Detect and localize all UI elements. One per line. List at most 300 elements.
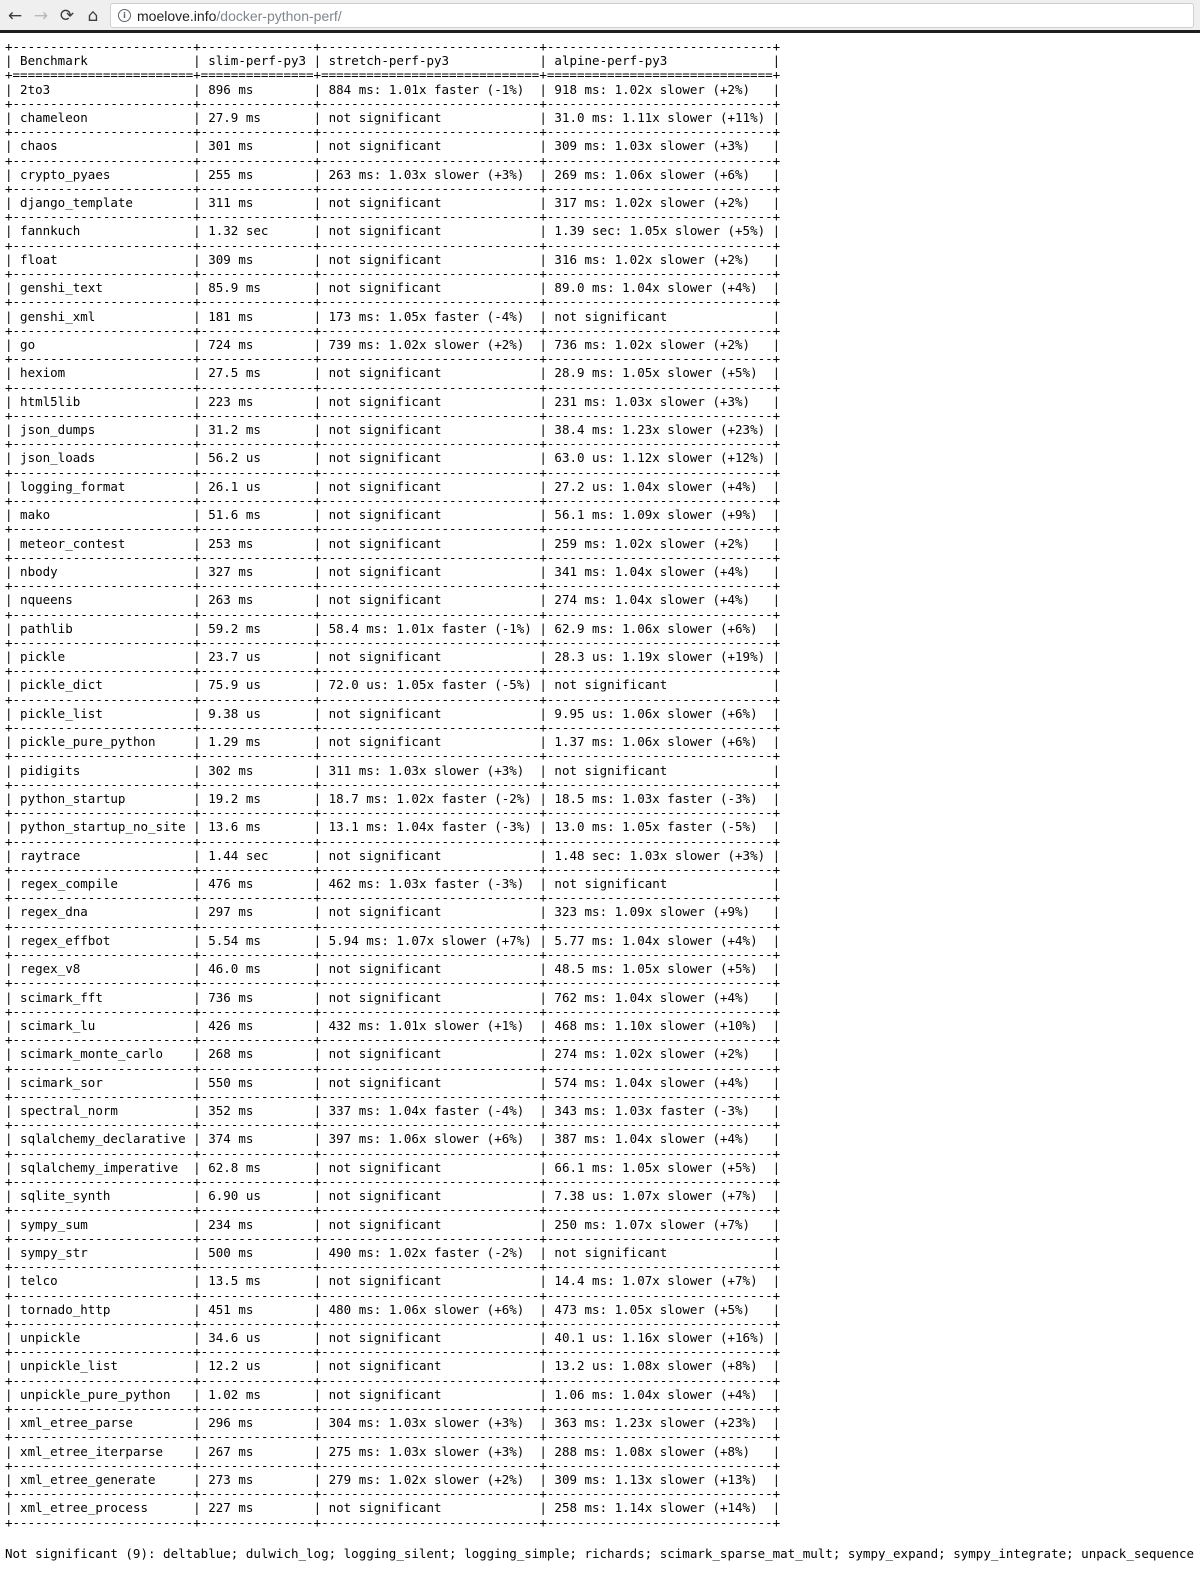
table-cell: python_startup bbox=[12, 790, 194, 806]
table-cell: 341 ms: 1.04x slower (+4%) bbox=[546, 563, 773, 579]
benchmark-table bbox=[5, 40, 780, 1530]
table-cell: chaos bbox=[12, 138, 194, 154]
table-cell: 231 ms: 1.03x slower (+3%) bbox=[546, 393, 773, 409]
table-cell: 476 ms bbox=[200, 876, 314, 892]
table-cell: 234 ms bbox=[200, 1216, 314, 1232]
table-row-separator: +------------------------+---------------+-----------------------------+------------------------------+ bbox=[5, 890, 781, 906]
table-cell: 12.2 us bbox=[200, 1358, 314, 1374]
table-row-separator: +------------------------+---------------+-----------------------------+------------------------------+ bbox=[5, 1259, 781, 1275]
table-cell: not significant bbox=[321, 734, 540, 750]
table-cell: regex_v8 bbox=[12, 961, 194, 977]
table-row-separator: +------------------------+---------------+-----------------------------+------------------------------+ bbox=[5, 1344, 781, 1360]
table-border: +------------------------+---------------+-----------------------------+------------------------------+ bbox=[5, 39, 781, 54]
table-cell: 1.37 ms: 1.06x slower (+6%) bbox=[546, 734, 773, 750]
table-header-separator: +========================+===============+=============================+==============================+ bbox=[5, 67, 781, 83]
table-cell: 352 ms bbox=[200, 1103, 314, 1119]
table-row: | raytrace | 1.44 sec | not significant | 1.48 sec: 1.03x slower (+3%) | bbox=[5, 847, 781, 863]
table-cell: 309 ms: 1.03x slower (+3%) bbox=[546, 138, 773, 154]
table-cell: 23.7 us bbox=[200, 649, 314, 665]
table-cell: not significant bbox=[321, 989, 540, 1005]
table-cell: 58.4 ms: 1.01x faster (-1%) bbox=[321, 620, 540, 636]
table-cell: 1.32 sec bbox=[200, 223, 314, 239]
table-cell: 480 ms: 1.06x slower (+6%) bbox=[321, 1301, 540, 1317]
table-cell: not significant bbox=[321, 251, 540, 267]
table-cell: 18.7 ms: 1.02x faster (-2%) bbox=[321, 790, 540, 806]
table-cell: python_startup_no_site bbox=[12, 819, 194, 835]
table-cell: scimark_fft bbox=[12, 989, 194, 1005]
table-cell: genshi_xml bbox=[12, 308, 194, 324]
table-cell: slim-perf-py3 bbox=[200, 53, 314, 69]
table-row-separator: +------------------------+---------------+-----------------------------+------------------------------+ bbox=[5, 1117, 781, 1133]
table-cell: not significant bbox=[321, 592, 540, 608]
table-cell: 736 ms: 1.02x slower (+2%) bbox=[546, 336, 773, 352]
table-row-separator: +------------------------+---------------+-----------------------------+------------------------------+ bbox=[5, 1145, 781, 1161]
table-row-separator: +------------------------+---------------+-----------------------------+------------------------------+ bbox=[5, 578, 781, 594]
browser-toolbar bbox=[0, 0, 1200, 33]
table-cell: xml_etree_generate bbox=[12, 1471, 194, 1487]
table-cell: 451 ms bbox=[200, 1301, 314, 1317]
table-cell: 896 ms bbox=[200, 81, 314, 97]
table-cell: 304 ms: 1.03x slower (+3%) bbox=[321, 1415, 540, 1431]
table-cell: not significant bbox=[321, 365, 540, 381]
table-cell: 269 ms: 1.06x slower (+6%) bbox=[546, 166, 773, 182]
table-row: | python_startup | 19.2 ms | 18.7 ms: 1.02x faster (-2%) | 18.5 ms: 1.03x faster (-3%) | bbox=[5, 790, 781, 806]
table-cell: 274 ms: 1.02x slower (+2%) bbox=[546, 1046, 773, 1062]
table-cell: not significant bbox=[321, 847, 540, 863]
table-row-separator: +------------------------+---------------+-----------------------------+------------------------------+ bbox=[5, 436, 781, 452]
table-row: | chaos | 301 ms | not significant | 309 ms: 1.03x slower (+3%) | bbox=[5, 138, 781, 154]
table-cell: sympy_str bbox=[12, 1244, 194, 1260]
back-arrow-icon[interactable]: ← bbox=[7, 6, 23, 26]
table-row: | sympy_str | 500 ms | 490 ms: 1.02x faster (-2%) | not significant | bbox=[5, 1244, 781, 1260]
table-cell: pickle bbox=[12, 649, 194, 665]
table-cell: 1.06 ms: 1.04x slower (+4%) bbox=[546, 1386, 773, 1402]
table-cell: 31.2 ms bbox=[200, 422, 314, 438]
table-cell: not significant bbox=[321, 1358, 540, 1374]
table-row: | django_template | 311 ms | not significant | 317 ms: 1.02x slower (+2%) | bbox=[5, 195, 781, 211]
address-bar[interactable] bbox=[110, 3, 1194, 28]
table-cell: tornado_http bbox=[12, 1301, 194, 1317]
table-cell: 462 ms: 1.03x faster (-3%) bbox=[321, 876, 540, 892]
table-row-separator: +------------------------+---------------+-----------------------------+------------------------------+ bbox=[5, 918, 781, 934]
table-row-separator: +------------------------+---------------+-----------------------------+------------------------------+ bbox=[5, 748, 781, 764]
table-row-separator: +------------------------+---------------+-----------------------------+------------------------------+ bbox=[5, 947, 781, 962]
table-row-separator: +------------------------+---------------+-----------------------------+------------------------------+ bbox=[5, 1202, 781, 1218]
table-cell: 227 ms bbox=[200, 1500, 314, 1516]
table-row-separator: +------------------------+---------------+-----------------------------+------------------------------+ bbox=[5, 1401, 781, 1416]
table-cell: 490 ms: 1.02x faster (-2%) bbox=[321, 1244, 540, 1260]
table-cell: 1.39 sec: 1.05x slower (+5%) bbox=[546, 223, 773, 239]
table-cell: 27.2 us: 1.04x slower (+4%) bbox=[546, 478, 773, 494]
table-cell: 273 ms bbox=[200, 1471, 314, 1487]
table-row: | scimark_monte_carlo | 268 ms | not significant | 274 ms: 1.02x slower (+2%) | bbox=[5, 1046, 781, 1062]
url-path: /docker-python-perf/ bbox=[216, 8, 342, 24]
table-cell: scimark_monte_carlo bbox=[12, 1046, 194, 1062]
table-cell: html5lib bbox=[12, 393, 194, 409]
table-cell: 468 ms: 1.10x slower (+10%) bbox=[546, 1017, 773, 1033]
table-cell: not significant bbox=[321, 1500, 540, 1516]
table-cell: 19.2 ms bbox=[200, 790, 314, 806]
table-cell: 9.95 us: 1.06x slower (+6%) bbox=[546, 705, 773, 721]
table-cell: not significant bbox=[321, 1216, 540, 1232]
table-cell: 72.0 us: 1.05x faster (-5%) bbox=[321, 677, 540, 693]
table-row: | spectral_norm | 352 ms | 337 ms: 1.04x faster (-4%) | 343 ms: 1.03x faster (-3%) | bbox=[5, 1103, 781, 1119]
table-row: | go | 724 ms | 739 ms: 1.02x slower (+2%) | 736 ms: 1.02x slower (+2%) | bbox=[5, 336, 781, 352]
table-cell: 27.5 ms bbox=[200, 365, 314, 381]
table-cell: 51.6 ms bbox=[200, 507, 314, 523]
table-cell: 323 ms: 1.09x slower (+9%) bbox=[546, 904, 773, 920]
table-cell: regex_effbot bbox=[12, 932, 194, 948]
table-cell: telco bbox=[12, 1273, 194, 1289]
table-cell: not significant bbox=[321, 649, 540, 665]
table-row: | pickle_list | 9.38 us | not significant | 9.95 us: 1.06x slower (+6%) | bbox=[5, 705, 781, 721]
table-cell: regex_dna bbox=[12, 904, 194, 920]
table-cell: float bbox=[12, 251, 194, 267]
table-row-separator: +------------------------+---------------+-----------------------------+------------------------------+ bbox=[5, 95, 781, 111]
table-row: | pidigits | 302 ms | 311 ms: 1.03x slower (+3%) | not significant | bbox=[5, 762, 781, 778]
table-row: | genshi_text | 85.9 ms | not significant | 89.0 ms: 1.04x slower (+4%) | bbox=[5, 280, 781, 296]
table-cell: 1.44 sec bbox=[200, 847, 314, 863]
table-row: | pickle_pure_python | 1.29 ms | not significant | 1.37 ms: 1.06x slower (+6%) | bbox=[5, 734, 781, 750]
table-cell: Benchmark bbox=[12, 53, 194, 69]
table-cell: 574 ms: 1.04x slower (+4%) bbox=[546, 1074, 773, 1090]
table-row-separator: +------------------------+---------------+-----------------------------+------------------------------+ bbox=[5, 861, 781, 877]
table-row-separator: +------------------------+---------------+-----------------------------+------------------------------+ bbox=[5, 124, 781, 140]
table-row-separator: +------------------------+---------------+-----------------------------+------------------------------+ bbox=[5, 805, 781, 821]
table-cell: 387 ms: 1.04x slower (+4%) bbox=[546, 1131, 773, 1147]
table-cell: 258 ms: 1.14x slower (+14%) bbox=[546, 1500, 773, 1516]
table-cell: not significant bbox=[321, 904, 540, 920]
table-cell: not significant bbox=[321, 1386, 540, 1402]
table-cell: xml_etree_iterparse bbox=[12, 1443, 194, 1459]
table-row: | regex_compile | 476 ms | 462 ms: 1.03x faster (-3%) | not significant | bbox=[5, 876, 781, 892]
table-cell: 62.9 ms: 1.06x slower (+6%) bbox=[546, 620, 773, 636]
table-cell: 343 ms: 1.03x faster (-3%) bbox=[546, 1103, 773, 1119]
table-row: | regex_dna | 297 ms | not significant | 323 ms: 1.09x slower (+9%) | bbox=[5, 904, 781, 920]
table-cell: 38.4 ms: 1.23x slower (+23%) bbox=[546, 422, 773, 438]
table-row: | regex_effbot | 5.54 ms | 5.94 ms: 1.07x slower (+7%) | 5.77 ms: 1.04x slower (+4%) | bbox=[5, 932, 781, 948]
table-cell: fannkuch bbox=[12, 223, 194, 239]
table-row-separator: +------------------------+---------------+-----------------------------+------------------------------+ bbox=[5, 266, 781, 281]
table-cell: 473 ms: 1.05x slower (+5%) bbox=[546, 1301, 773, 1317]
table-row: | xml_etree_generate | 273 ms | 279 ms: 1.02x slower (+2%) | 309 ms: 1.13x slower (+13%) | bbox=[5, 1471, 781, 1487]
table-cell: 274 ms: 1.04x slower (+4%) bbox=[546, 592, 773, 608]
table-row: | unpickle_pure_python | 1.02 ms | not significant | 1.06 ms: 1.04x slower (+4%) | bbox=[5, 1386, 781, 1402]
table-cell: 1.29 ms bbox=[200, 734, 314, 750]
table-cell: not significant bbox=[321, 450, 540, 466]
table-row: | json_loads | 56.2 us | not significant | 63.0 us: 1.12x slower (+12%) | bbox=[5, 450, 781, 466]
table-row-separator: +------------------------+---------------+-----------------------------+------------------------------+ bbox=[5, 237, 781, 253]
table-row: | html5lib | 223 ms | not significant | 231 ms: 1.03x slower (+3%) | bbox=[5, 393, 781, 409]
table-row-separator: +------------------------+---------------+-----------------------------+------------------------------+ bbox=[5, 209, 781, 225]
table-cell: 267 ms bbox=[200, 1443, 314, 1459]
table-row: | xml_etree_iterparse | 267 ms | 275 ms: 1.03x slower (+3%) | 288 ms: 1.08x slower (+8%) | bbox=[5, 1443, 781, 1459]
not-significant-note: Not significant (9): deltablue; dulwich_log; logging_silent; logging_simple; richards; scimark_sparse_mat_mult; sympy_expand; sympy_integrate; unpack_sequence bbox=[5, 1546, 1195, 1561]
table-cell: 297 ms bbox=[200, 904, 314, 920]
table-cell: unpickle_pure_python bbox=[12, 1386, 194, 1402]
table-cell: nbody bbox=[12, 563, 194, 579]
table-row-separator: +------------------------+---------------+-----------------------------+------------------------------+ bbox=[5, 691, 781, 707]
table-row-separator: +------------------------+---------------+-----------------------------+------------------------------+ bbox=[5, 322, 781, 338]
table-cell: chameleon bbox=[12, 109, 194, 125]
table-cell: django_template bbox=[12, 195, 194, 211]
table-cell: 13.5 ms bbox=[200, 1273, 314, 1289]
table-cell: not significant bbox=[321, 195, 540, 211]
table-cell: 85.9 ms bbox=[200, 280, 314, 296]
table-row-separator: +------------------------+---------------+-----------------------------+------------------------------+ bbox=[5, 464, 781, 480]
table-row: | logging_format | 26.1 us | not significant | 27.2 us: 1.04x slower (+4%) | bbox=[5, 478, 781, 494]
table-cell: 337 ms: 1.04x faster (-4%) bbox=[321, 1103, 540, 1119]
table-row-separator: +------------------------+---------------+-----------------------------+------------------------------+ bbox=[5, 1429, 781, 1445]
table-row: | unpickle | 34.6 us | not significant | 40.1 us: 1.16x slower (+16%) | bbox=[5, 1330, 781, 1346]
table-row: | float | 309 ms | not significant | 316 ms: 1.02x slower (+2%) | bbox=[5, 251, 781, 267]
table-row: | nbody | 327 ms | not significant | 341 ms: 1.04x slower (+4%) | bbox=[5, 563, 781, 579]
table-cell: 63.0 us: 1.12x slower (+12%) bbox=[546, 450, 773, 466]
page-content bbox=[5, 40, 780, 1530]
table-cell: 259 ms: 1.02x slower (+2%) bbox=[546, 535, 773, 551]
table-row-separator: +------------------------+---------------+-----------------------------+------------------------------+ bbox=[5, 1230, 781, 1246]
table-row-separator: +------------------------+---------------+-----------------------------+------------------------------+ bbox=[5, 776, 781, 792]
table-cell: not significant bbox=[321, 478, 540, 494]
table-row: | xml_etree_parse | 296 ms | 304 ms: 1.03x slower (+3%) | 363 ms: 1.23x slower (+23%) | bbox=[5, 1415, 781, 1431]
table-cell: not significant bbox=[321, 535, 540, 551]
table-cell: 363 ms: 1.23x slower (+23%) bbox=[546, 1415, 773, 1431]
table-cell: scimark_sor bbox=[12, 1074, 194, 1090]
table-cell: genshi_text bbox=[12, 280, 194, 296]
table-cell: 884 ms: 1.01x faster (-1%) bbox=[321, 81, 540, 97]
table-row-separator: +------------------------+---------------+-----------------------------+------------------------------+ bbox=[5, 1514, 781, 1530]
table-cell: not significant bbox=[321, 1159, 540, 1175]
table-cell: 46.0 ms bbox=[200, 961, 314, 977]
table-cell: regex_compile bbox=[12, 876, 194, 892]
table-row-separator: +------------------------+---------------+-----------------------------+------------------------------+ bbox=[5, 1486, 781, 1502]
table-cell: 296 ms bbox=[200, 1415, 314, 1431]
table-cell: 59.2 ms bbox=[200, 620, 314, 636]
table-row-separator: +------------------------+---------------+-----------------------------+------------------------------+ bbox=[5, 1457, 781, 1473]
table-cell: 13.0 ms: 1.05x faster (-5%) bbox=[546, 819, 773, 835]
table-row-separator: +------------------------+---------------+-----------------------------+------------------------------+ bbox=[5, 549, 781, 565]
table-cell: not significant bbox=[321, 961, 540, 977]
table-cell: xml_etree_parse bbox=[12, 1415, 194, 1431]
table-cell: not significant bbox=[546, 1244, 773, 1260]
table-row-separator: +------------------------+---------------+-----------------------------+------------------------------+ bbox=[5, 1032, 781, 1048]
table-row: | json_dumps | 31.2 ms | not significant | 38.4 ms: 1.23x slower (+23%) | bbox=[5, 422, 781, 438]
table-cell: 89.0 ms: 1.04x slower (+4%) bbox=[546, 280, 773, 296]
table-cell: 14.4 ms: 1.07x slower (+7%) bbox=[546, 1273, 773, 1289]
table-cell: 309 ms: 1.13x slower (+13%) bbox=[546, 1471, 773, 1487]
table-cell: not significant bbox=[321, 109, 540, 125]
table-header-row: | Benchmark | slim-perf-py3 | stretch-perf-py3 | alpine-perf-py3 | bbox=[5, 53, 781, 69]
table-row: | 2to3 | 896 ms | 884 ms: 1.01x faster (-1%) | 918 ms: 1.02x slower (+2%) | bbox=[5, 81, 781, 97]
table-cell: 173 ms: 1.05x faster (-4%) bbox=[321, 308, 540, 324]
table-row-separator: +------------------------+---------------+-----------------------------+------------------------------+ bbox=[5, 407, 781, 423]
table-cell: 918 ms: 1.02x slower (+2%) bbox=[546, 81, 773, 97]
site-info-icon[interactable]: i bbox=[118, 9, 131, 22]
table-cell: 311 ms: 1.03x slower (+3%) bbox=[321, 762, 540, 778]
table-cell: sqlalchemy_imperative bbox=[12, 1159, 194, 1175]
table-cell: pidigits bbox=[12, 762, 194, 778]
table-row: | python_startup_no_site | 13.6 ms | 13.1 ms: 1.04x faster (-3%) | 13.0 ms: 1.05x faster (-5%) | bbox=[5, 819, 781, 835]
table-cell: 40.1 us: 1.16x slower (+16%) bbox=[546, 1330, 773, 1346]
table-cell: 500 ms bbox=[200, 1244, 314, 1260]
table-cell: not significant bbox=[321, 1273, 540, 1289]
table-row: | mako | 51.6 ms | not significant | 56.1 ms: 1.09x slower (+9%) | bbox=[5, 507, 781, 523]
table-cell: 724 ms bbox=[200, 336, 314, 352]
table-cell: 1.48 sec: 1.03x slower (+3%) bbox=[546, 847, 773, 863]
table-cell: not significant bbox=[546, 876, 773, 892]
home-icon[interactable]: ⌂ bbox=[87, 6, 99, 26]
table-cell: not significant bbox=[321, 223, 540, 239]
table-cell: 432 ms: 1.01x slower (+1%) bbox=[321, 1017, 540, 1033]
table-cell: unpickle_list bbox=[12, 1358, 194, 1374]
table-cell: 268 ms bbox=[200, 1046, 314, 1062]
table-row: | meteor_contest | 253 ms | not significant | 259 ms: 1.02x slower (+2%) | bbox=[5, 535, 781, 551]
table-row-separator: +------------------------+---------------+-----------------------------+------------------------------+ bbox=[5, 1287, 781, 1303]
table-cell: not significant bbox=[321, 1074, 540, 1090]
table-row: | hexiom | 27.5 ms | not significant | 28.9 ms: 1.05x slower (+5%) | bbox=[5, 365, 781, 381]
table-cell: not significant bbox=[321, 1046, 540, 1062]
table-cell: sqlalchemy_declarative bbox=[12, 1131, 194, 1147]
table-cell: 2to3 bbox=[12, 81, 194, 97]
table-row: | fannkuch | 1.32 sec | not significant | 1.39 sec: 1.05x slower (+5%) | bbox=[5, 223, 781, 239]
table-cell: 5.94 ms: 1.07x slower (+7%) bbox=[321, 932, 540, 948]
table-cell: not significant bbox=[546, 308, 773, 324]
table-cell: 13.6 ms bbox=[200, 819, 314, 835]
url-text[interactable] bbox=[137, 7, 342, 25]
table-cell: 309 ms bbox=[200, 251, 314, 267]
table-cell: 426 ms bbox=[200, 1017, 314, 1033]
table-row: | genshi_xml | 181 ms | 173 ms: 1.05x faster (-4%) | not significant | bbox=[5, 308, 781, 324]
table-cell: not significant bbox=[321, 280, 540, 296]
table-cell: not significant bbox=[321, 563, 540, 579]
table-cell: 250 ms: 1.07x slower (+7%) bbox=[546, 1216, 773, 1232]
table-cell: 9.38 us bbox=[200, 705, 314, 721]
table-cell: 302 ms bbox=[200, 762, 314, 778]
table-cell: 253 ms bbox=[200, 535, 314, 551]
table-cell: json_loads bbox=[12, 450, 194, 466]
table-row: | telco | 13.5 ms | not significant | 14.4 ms: 1.07x slower (+7%) | bbox=[5, 1273, 781, 1289]
table-cell: 7.38 us: 1.07x slower (+7%) bbox=[546, 1188, 773, 1204]
forward-arrow-icon[interactable]: → bbox=[33, 6, 49, 26]
table-row-separator: +------------------------+---------------+-----------------------------+------------------------------+ bbox=[5, 1174, 781, 1189]
table-cell: 62.8 ms bbox=[200, 1159, 314, 1175]
table-cell: 311 ms bbox=[200, 195, 314, 211]
table-row-separator: +------------------------+---------------+-----------------------------+------------------------------+ bbox=[5, 606, 781, 622]
table-row-separator: +------------------------+---------------+-----------------------------+------------------------------+ bbox=[5, 493, 781, 508]
table-row: | chameleon | 27.9 ms | not significant | 31.0 ms: 1.11x slower (+11%) | bbox=[5, 109, 781, 125]
table-cell: 56.2 us bbox=[200, 450, 314, 466]
table-cell: 5.77 ms: 1.04x slower (+4%) bbox=[546, 932, 773, 948]
table-cell: scimark_lu bbox=[12, 1017, 194, 1033]
table-row: | regex_v8 | 46.0 ms | not significant | 48.5 ms: 1.05x slower (+5%) | bbox=[5, 961, 781, 977]
table-cell: 275 ms: 1.03x slower (+3%) bbox=[321, 1443, 540, 1459]
table-cell: 263 ms bbox=[200, 592, 314, 608]
table-cell: 736 ms bbox=[200, 989, 314, 1005]
table-cell: pickle_pure_python bbox=[12, 734, 194, 750]
table-cell: 28.3 us: 1.19x slower (+19%) bbox=[546, 649, 773, 665]
table-row-separator: +------------------------+---------------+-----------------------------+------------------------------+ bbox=[5, 294, 781, 310]
table-cell: spectral_norm bbox=[12, 1103, 194, 1119]
reload-icon[interactable]: ⟳ bbox=[59, 6, 75, 26]
table-cell: not significant bbox=[321, 705, 540, 721]
table-cell: nqueens bbox=[12, 592, 194, 608]
table-cell: 374 ms bbox=[200, 1131, 314, 1147]
table-cell: sympy_sum bbox=[12, 1216, 194, 1232]
table-cell: not significant bbox=[321, 1330, 540, 1346]
table-cell: alpine-perf-py3 bbox=[546, 53, 773, 69]
table-cell: 316 ms: 1.02x slower (+2%) bbox=[546, 251, 773, 267]
table-cell: crypto_pyaes bbox=[12, 166, 194, 182]
table-cell: json_dumps bbox=[12, 422, 194, 438]
table-row: | xml_etree_process | 227 ms | not significant | 258 ms: 1.14x slower (+14%) | bbox=[5, 1500, 781, 1516]
table-cell: 48.5 ms: 1.05x slower (+5%) bbox=[546, 961, 773, 977]
table-cell: 13.1 ms: 1.04x faster (-3%) bbox=[321, 819, 540, 835]
table-cell: 28.9 ms: 1.05x slower (+5%) bbox=[546, 365, 773, 381]
table-cell: stretch-perf-py3 bbox=[321, 53, 540, 69]
table-cell: not significant bbox=[546, 762, 773, 778]
table-cell: 13.2 us: 1.08x slower (+8%) bbox=[546, 1358, 773, 1374]
table-cell: 223 ms bbox=[200, 393, 314, 409]
table-cell: mako bbox=[12, 507, 194, 523]
table-row: | pathlib | 59.2 ms | 58.4 ms: 1.01x faster (-1%) | 62.9 ms: 1.06x slower (+6%) | bbox=[5, 620, 781, 636]
table-row: | crypto_pyaes | 255 ms | 263 ms: 1.03x slower (+3%) | 269 ms: 1.06x slower (+6%) | bbox=[5, 166, 781, 182]
table-cell: not significant bbox=[546, 677, 773, 693]
table-row-separator: +------------------------+---------------+-----------------------------+------------------------------+ bbox=[5, 379, 781, 395]
table-cell: 6.90 us bbox=[200, 1188, 314, 1204]
table-row-separator: +------------------------+---------------+-----------------------------+------------------------------+ bbox=[5, 634, 781, 650]
table-row: | sqlalchemy_declarative | 374 ms | 397 ms: 1.06x slower (+6%) | 387 ms: 1.04x slower (+4%) | bbox=[5, 1131, 781, 1147]
table-cell: 397 ms: 1.06x slower (+6%) bbox=[321, 1131, 540, 1147]
table-cell: 26.1 us bbox=[200, 478, 314, 494]
table-cell: 181 ms bbox=[200, 308, 314, 324]
table-row: | sqlalchemy_imperative | 62.8 ms | not significant | 66.1 ms: 1.05x slower (+5%) | bbox=[5, 1159, 781, 1175]
table-cell: sqlite_synth bbox=[12, 1188, 194, 1204]
table-row-separator: +------------------------+---------------+-----------------------------+------------------------------+ bbox=[5, 1060, 781, 1076]
table-cell: 31.0 ms: 1.11x slower (+11%) bbox=[546, 109, 773, 125]
table-row-separator: +------------------------+---------------+-----------------------------+------------------------------+ bbox=[5, 521, 781, 537]
table-cell: 34.6 us bbox=[200, 1330, 314, 1346]
table-row: | nqueens | 263 ms | not significant | 274 ms: 1.04x slower (+4%) | bbox=[5, 592, 781, 608]
table-cell: hexiom bbox=[12, 365, 194, 381]
table-cell: 279 ms: 1.02x slower (+2%) bbox=[321, 1471, 540, 1487]
table-cell: not significant bbox=[321, 138, 540, 154]
table-cell: raytrace bbox=[12, 847, 194, 863]
table-row-separator: +------------------------+---------------+-----------------------------+------------------------------+ bbox=[5, 975, 781, 991]
table-cell: pickle_dict bbox=[12, 677, 194, 693]
table-cell: not significant bbox=[321, 393, 540, 409]
table-row-separator: +------------------------+---------------+-----------------------------+------------------------------+ bbox=[5, 833, 781, 849]
table-row-separator: +------------------------+---------------+-----------------------------+------------------------------+ bbox=[5, 720, 781, 735]
table-cell: 263 ms: 1.03x slower (+3%) bbox=[321, 166, 540, 182]
table-cell: not significant bbox=[321, 422, 540, 438]
table-row: | tornado_http | 451 ms | 480 ms: 1.06x slower (+6%) | 473 ms: 1.05x slower (+5%) | bbox=[5, 1301, 781, 1317]
table-row-separator: +------------------------+---------------+-----------------------------+------------------------------+ bbox=[5, 663, 781, 679]
table-row-separator: +------------------------+---------------+-----------------------------+------------------------------+ bbox=[5, 351, 781, 367]
table-cell: logging_format bbox=[12, 478, 194, 494]
table-row-separator: +------------------------+---------------+-----------------------------+------------------------------+ bbox=[5, 1003, 781, 1019]
table-row: | sqlite_synth | 6.90 us | not significant | 7.38 us: 1.07x slower (+7%) | bbox=[5, 1188, 781, 1204]
table-cell: go bbox=[12, 336, 194, 352]
table-cell: 255 ms bbox=[200, 166, 314, 182]
table-cell: pathlib bbox=[12, 620, 194, 636]
table-row-separator: +------------------------+---------------+-----------------------------+------------------------------+ bbox=[5, 1315, 781, 1331]
table-cell: 27.9 ms bbox=[200, 109, 314, 125]
table-cell: 1.02 ms bbox=[200, 1386, 314, 1402]
table-row: | unpickle_list | 12.2 us | not significant | 13.2 us: 1.08x slower (+8%) | bbox=[5, 1358, 781, 1374]
table-cell: xml_etree_process bbox=[12, 1500, 194, 1516]
table-cell: pickle_list bbox=[12, 705, 194, 721]
table-cell: 66.1 ms: 1.05x slower (+5%) bbox=[546, 1159, 773, 1175]
